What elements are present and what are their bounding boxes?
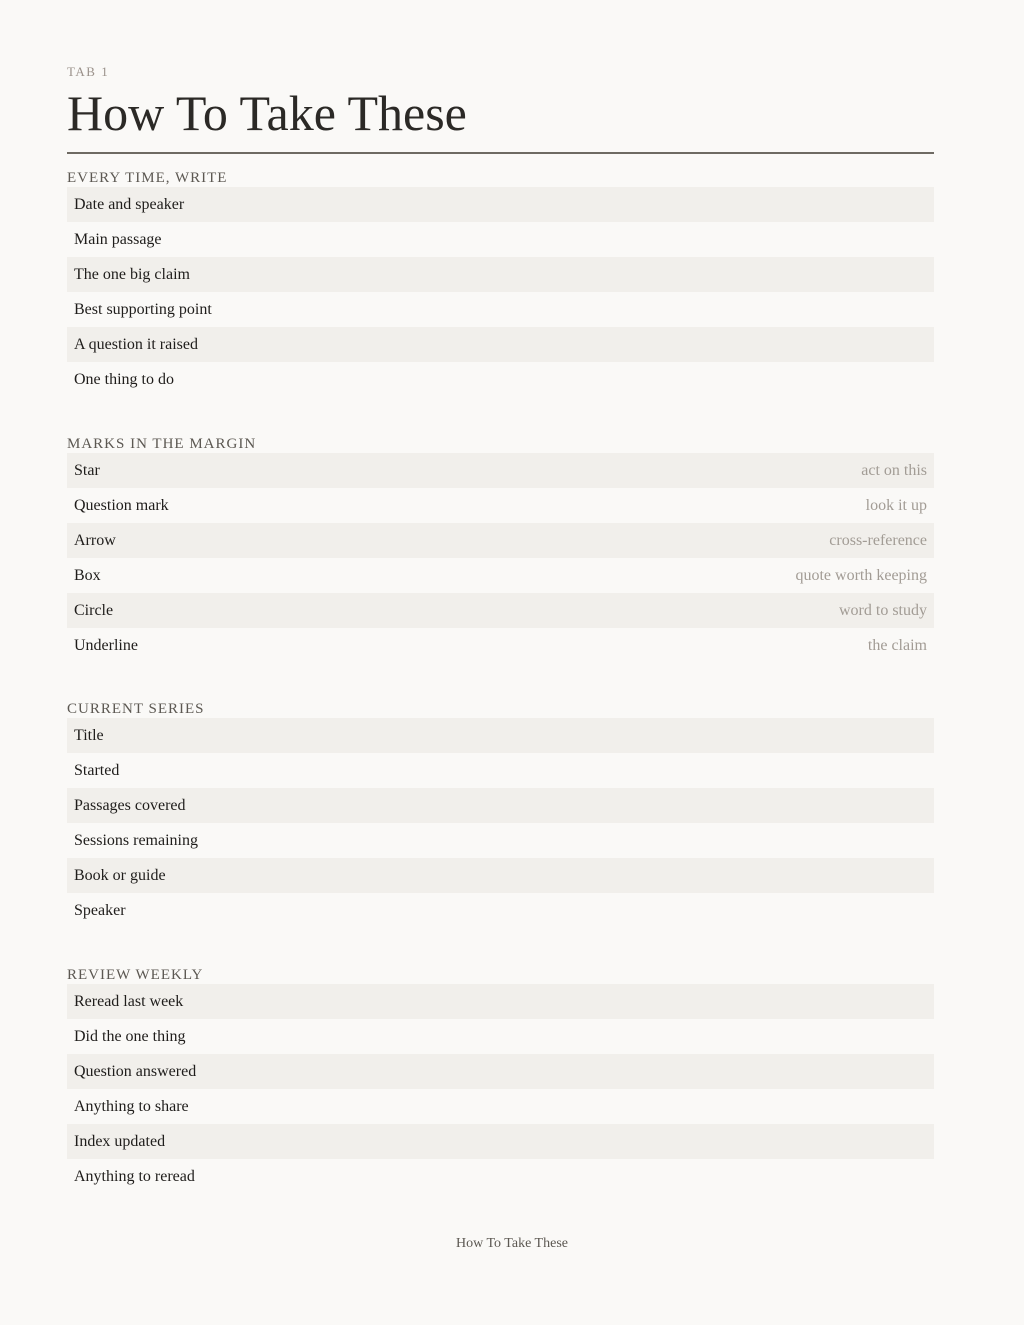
list-item (67, 718, 934, 753)
row-label: Anything to share (74, 1097, 189, 1115)
section-marks-in-the-margin (67, 436, 934, 663)
row-label: Passages covered (74, 796, 186, 814)
row-label: A question it raised (74, 335, 198, 353)
list-item (67, 593, 934, 628)
list-item (67, 292, 934, 327)
row-list (67, 984, 934, 1194)
row-label: The one big claim (74, 265, 190, 283)
row-label: One thing to do (74, 370, 174, 388)
row-label: Sessions remaining (74, 831, 198, 849)
row-label: Main passage (74, 230, 162, 248)
section-every-time-write (67, 170, 934, 397)
row-label: Speaker (74, 901, 126, 919)
list-item (67, 753, 934, 788)
list-item (67, 558, 934, 593)
row-label: Question mark (74, 496, 169, 514)
row-note: look it up (865, 496, 927, 514)
row-label: Box (74, 566, 101, 584)
list-item (67, 327, 934, 362)
list-item (67, 187, 934, 222)
title-divider (67, 152, 934, 154)
row-label: Circle (74, 601, 114, 619)
section-heading: REVIEW WEEKLY (67, 967, 204, 983)
row-label: Index updated (74, 1132, 166, 1150)
row-label: Reread last week (74, 992, 184, 1010)
row-note: quote worth keeping (795, 566, 927, 584)
row-list (67, 453, 934, 663)
row-label: Question answered (74, 1062, 197, 1080)
list-item (67, 1124, 934, 1159)
list-item (67, 488, 934, 523)
section-review-weekly (67, 967, 934, 1194)
row-label: Date and speaker (74, 195, 185, 213)
row-note: cross-reference (829, 531, 927, 549)
row-label: Star (74, 461, 100, 479)
row-list (67, 718, 934, 928)
list-item (67, 1054, 934, 1089)
row-label: Book or guide (74, 866, 166, 884)
list-item (67, 893, 934, 928)
list-item (67, 362, 934, 397)
page-title: How To Take These (67, 85, 467, 141)
row-list (67, 187, 934, 397)
row-label: Anything to reread (74, 1167, 195, 1185)
list-item (67, 523, 934, 558)
row-note: word to study (839, 601, 927, 619)
list-item (67, 222, 934, 257)
section-heading: CURRENT SERIES (67, 701, 205, 717)
row-label: Started (74, 761, 120, 779)
list-item (67, 984, 934, 1019)
section-heading: MARKS IN THE MARGIN (67, 436, 257, 452)
list-item (67, 788, 934, 823)
row-note: act on this (861, 461, 927, 479)
list-item (67, 453, 934, 488)
page-footer: How To Take These (456, 1236, 568, 1251)
list-item (67, 823, 934, 858)
row-label: Underline (74, 636, 138, 654)
row-label: Did the one thing (74, 1027, 186, 1045)
list-item (67, 858, 934, 893)
row-note: the claim (867, 636, 927, 654)
list-item (67, 1089, 934, 1124)
section-heading: EVERY TIME, WRITE (67, 170, 228, 186)
list-item (67, 1159, 934, 1194)
row-label: Arrow (74, 531, 116, 549)
tab-label: TAB 1 (67, 64, 110, 79)
row-label: Best supporting point (74, 300, 212, 318)
list-item (67, 257, 934, 292)
section-current-series (67, 701, 934, 928)
row-label: Title (74, 726, 104, 744)
list-item (67, 1019, 934, 1054)
list-item (67, 628, 934, 663)
